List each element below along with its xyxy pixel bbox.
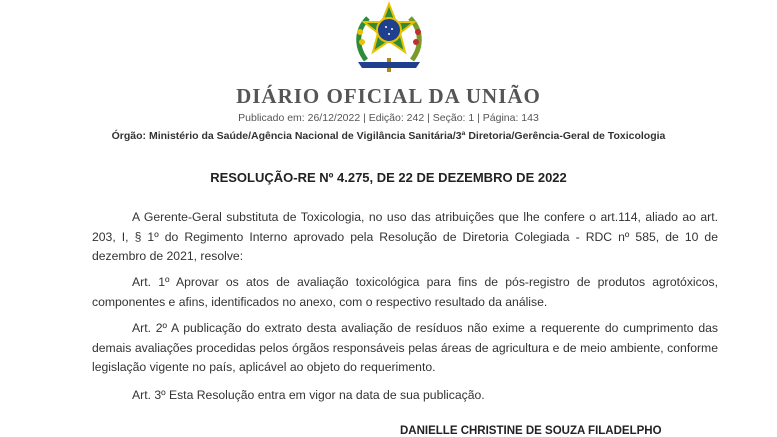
masthead-title: DIÁRIO OFICIAL DA UNIÃO [236,84,541,108]
paragraph-art-2: Art. 2º A publicação do extrato desta avaliação de resíduos não exime a requerente do cumprimento das demais avaliações procedidas pelos órgãos responsáveis pelas áreas de agricultura e de meio ambiente, conforme legislação vigente no país, aplicável ao objeto do requerimento. [92,321,718,374]
signer-name: DANIELLE CHRISTINE DE SOUZA FILADELPHO [400,425,662,437]
orgao-line [0,130,777,142]
paragraph-art-1: Art. 1º Aprovar os atos de avaliação toxicológica para fins de pós-registro de produtos agrotóxicos, componentes e afins, identificados no anexo, com o respectivo resultado da análise. [92,275,718,309]
orgao-value: Ministério da Saúde/Agência Nacional de Vigilância Sanitária/3ª Diretoria/Gerência-Geral de Toxicologia [148,130,666,142]
resolution-title: RESOLUÇÃO-RE Nº 4.275, DE 22 DE DEZEMBRO DE 2022 [210,170,567,185]
orgao-label: Órgão: [111,130,147,142]
paragraph-preamble: A Gerente-Geral substituta de Toxicologia, no uso das atribuições que lhe confere o art.114, aliado ao art. 203, I, § 1º do Regimento Interno aprovado pela Resolução de Diretoria Colegiada - RDC nº 585, de 10 de dezembro de 2021, resolve: [92,210,718,263]
brazil-coat-of-arms-icon [346,2,432,74]
paragraph-art-3: Art. 3º Esta Resolução entra em vigor na data de sua publicação. [132,388,485,402]
publication-info: Publicado em: 26/12/2022 | Edição: 242 | Seção: 1 | Página: 143 [238,112,539,124]
